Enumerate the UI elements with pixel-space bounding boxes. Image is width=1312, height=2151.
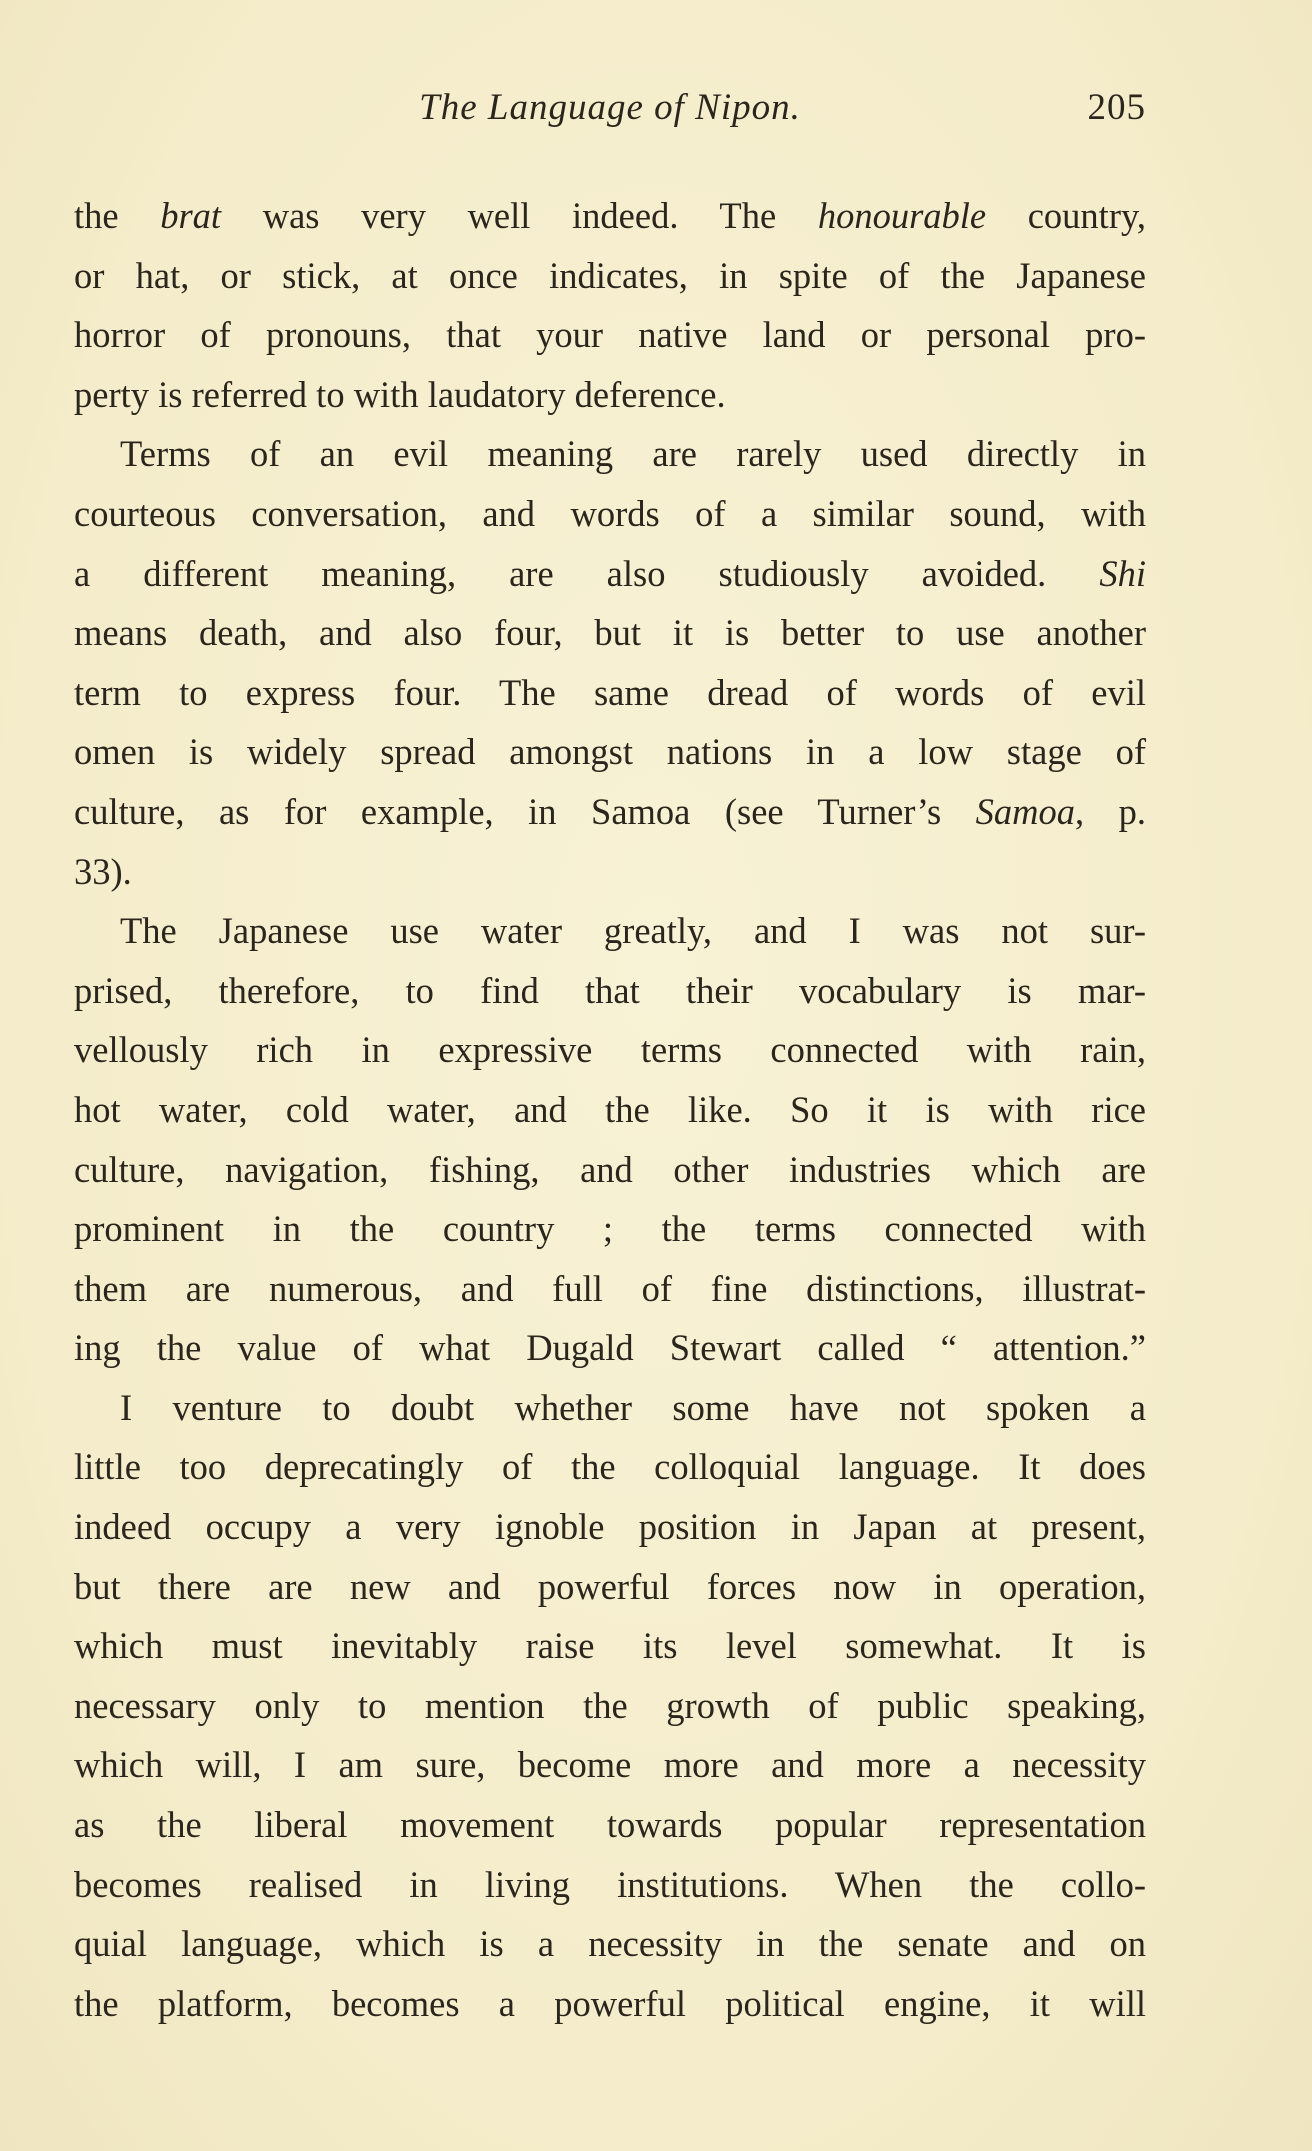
- text-line: becomes realised in living institutions. When the collo-: [74, 1863, 1146, 1905]
- text-line: indeed occupy a very ignoble position in Japan at present,: [74, 1506, 1146, 1548]
- text-line: horror of pronouns, that your native land or personal pro-: [74, 314, 1146, 356]
- text-line: which must inevitably raise its level somewhat. It is: [74, 1625, 1146, 1667]
- text-line: culture, navigation, fishing, and other industries which are: [74, 1148, 1146, 1190]
- text-line: prised, therefore, to find that their vocabulary is mar-: [74, 969, 1146, 1011]
- text-line: vellously rich in expressive terms connected with rain,: [74, 1029, 1146, 1071]
- text-line: quial language, which is a necessity in the senate and on: [74, 1923, 1146, 1965]
- text-line: the brat was very well indeed. The honourable country,: [74, 195, 1146, 236]
- text-line: perty is referred to with laudatory deference.: [74, 373, 726, 415]
- text-line: term to express four. The same dread of words of evil: [74, 671, 1146, 713]
- text-line: 33).: [74, 850, 132, 892]
- text-line: prominent in the country ; the terms connected with: [74, 1208, 1146, 1250]
- body-text: [74, 186, 1146, 2033]
- text-line: ing the value of what Dugald Stewart called “ attention.”: [74, 1327, 1146, 1369]
- text-line: a different meaning, are also studiously avoided. Shi: [74, 552, 1146, 594]
- text-line: The Japanese use water greatly, and I was not sur-: [120, 910, 1146, 952]
- text-line: necessary only to mention the growth of public speaking,: [74, 1684, 1146, 1726]
- text-line: or hat, or stick, at once indicates, in spite of the Japanese: [74, 254, 1146, 296]
- text-line: the platform, becomes a powerful political engine, it will: [74, 1982, 1146, 2024]
- text-line: culture, as for example, in Samoa (see Turner’s Samoa, p.: [74, 790, 1147, 832]
- running-head: [74, 86, 1146, 146]
- text-line: which will, I am sure, become more and more a necessity: [74, 1744, 1146, 1786]
- text-line: as the liberal movement towards popular representation: [74, 1804, 1146, 1846]
- text-line: little too deprecatingly of the colloquial language. It does: [74, 1446, 1146, 1488]
- text-line: courteous conversation, and words of a similar sound, with: [74, 492, 1146, 534]
- text-line: them are numerous, and full of fine distinctions, illustrat-: [74, 1267, 1146, 1309]
- text-line: but there are new and powerful forces now in operation,: [74, 1565, 1146, 1607]
- running-title: The Language of Nipon.: [419, 87, 801, 128]
- text-line: omen is widely spread amongst nations in a low stage of: [74, 731, 1146, 773]
- text-line: I venture to doubt whether some have not spoken a: [120, 1386, 1146, 1428]
- text-line: hot water, cold water, and the like. So it is with rice: [74, 1088, 1146, 1130]
- text-line: means death, and also four, but it is better to use another: [74, 612, 1146, 654]
- page-number: 205: [1087, 87, 1146, 128]
- text-line: Terms of an evil meaning are rarely used directly in: [120, 433, 1146, 475]
